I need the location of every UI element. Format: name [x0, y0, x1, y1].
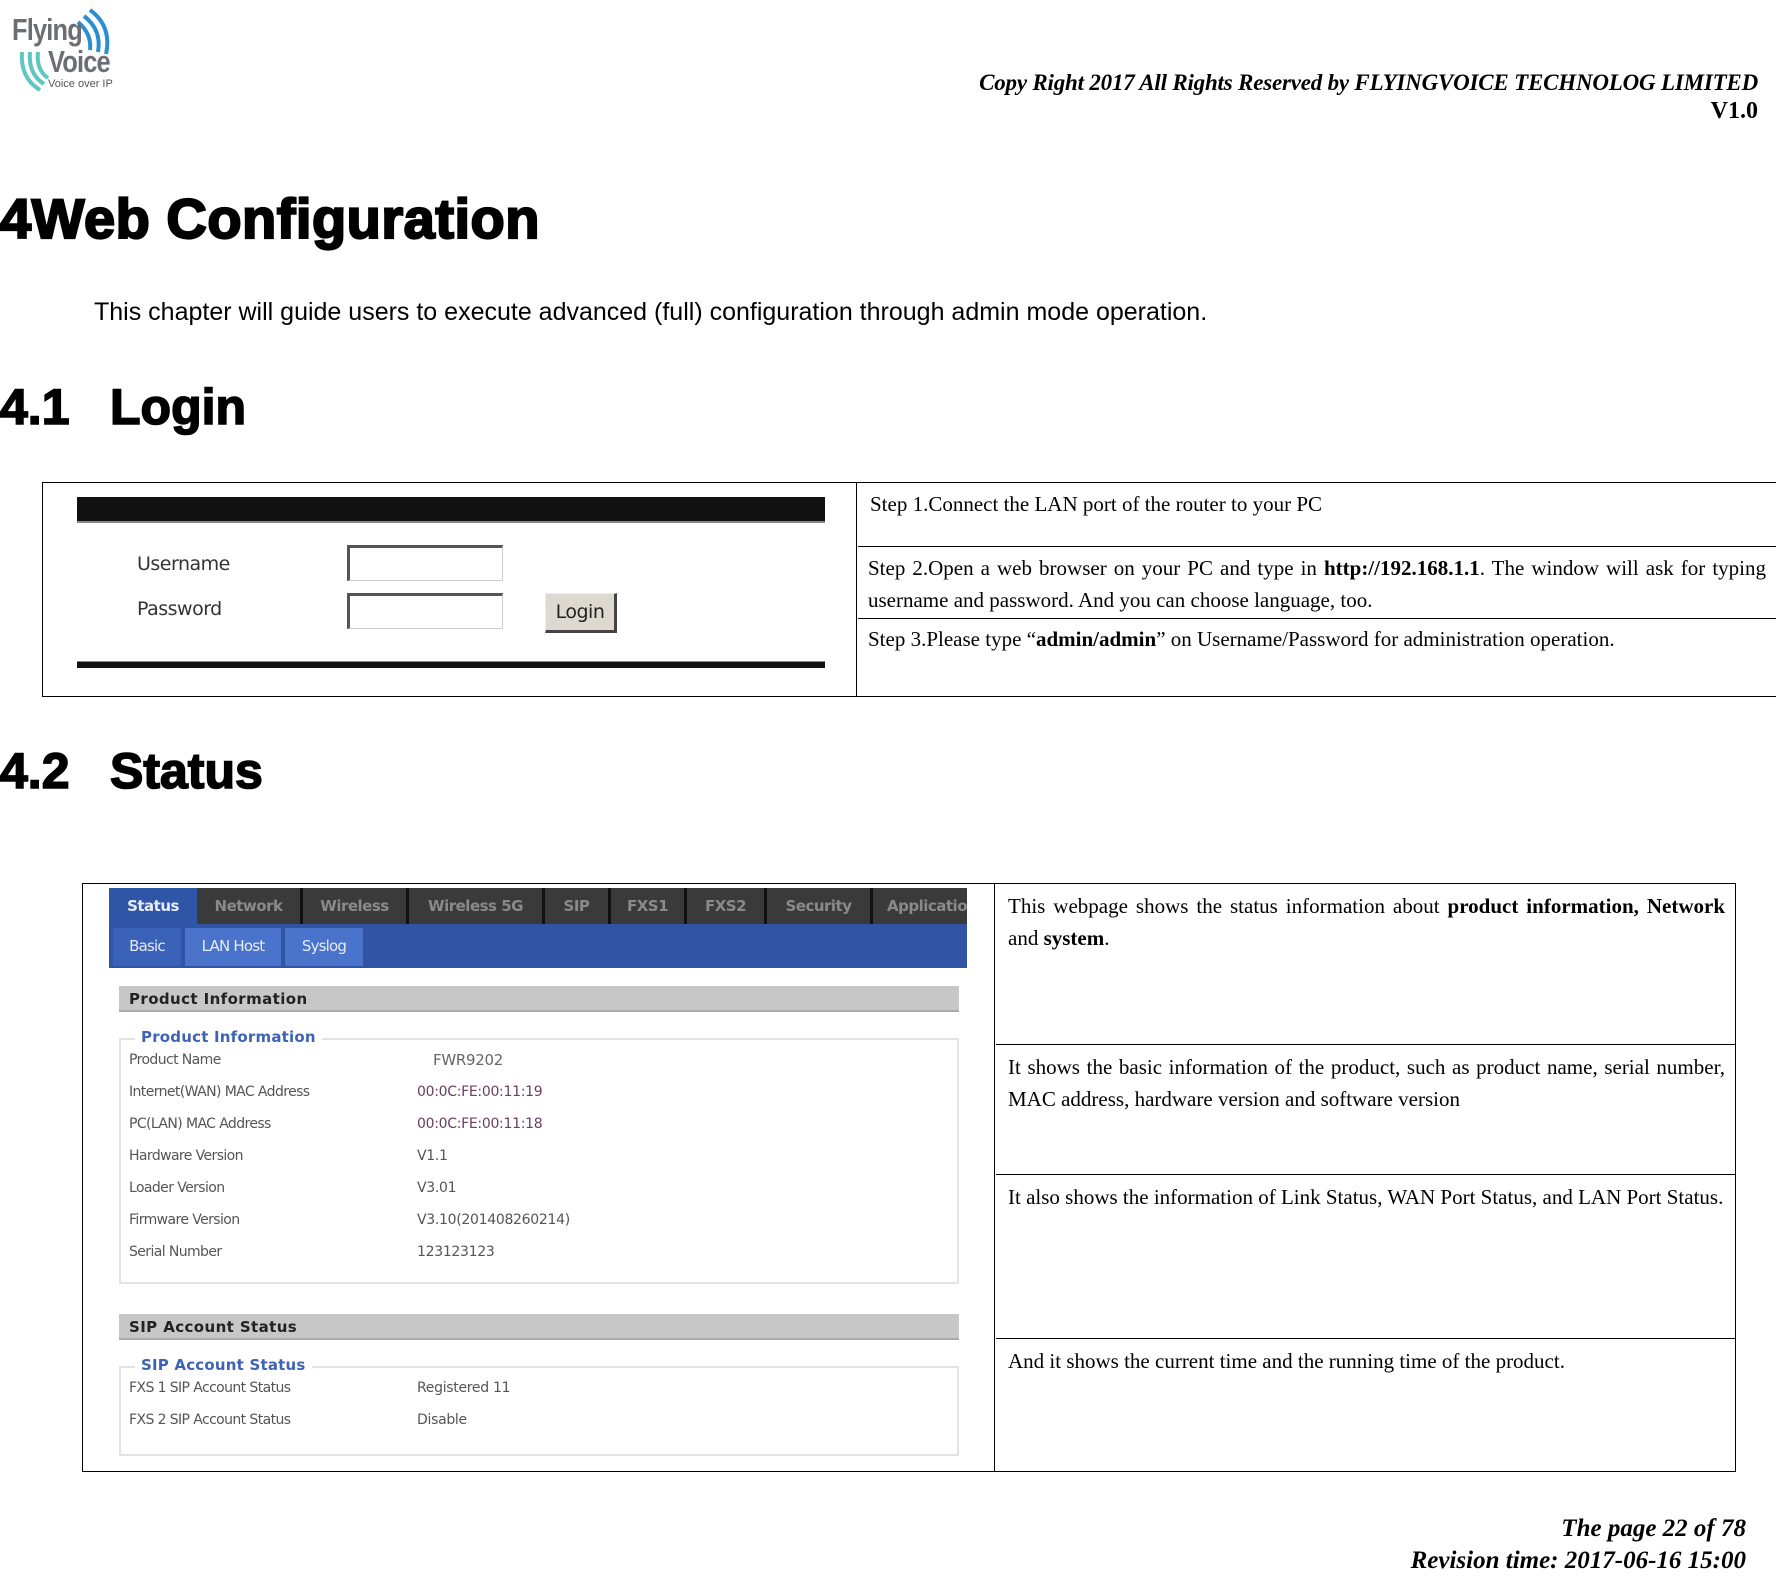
router-status-page — [109, 888, 967, 1468]
status-screenshot — [83, 884, 995, 1471]
product-name-value: FWR9202 — [433, 1051, 503, 1069]
flyingvoice-logo — [8, 4, 120, 92]
logo-text-voice: Voice — [48, 44, 110, 79]
description-time: And it shows the current time and the running time of the product. — [1008, 1349, 1565, 1373]
hardware-version-label: Hardware Version — [129, 1148, 243, 1164]
main-tab-bar — [109, 888, 967, 924]
step-3 — [858, 619, 1776, 696]
status-description-table — [82, 883, 1736, 1472]
tab-fxs2[interactable]: FXS2 — [687, 888, 767, 924]
sip-status-header: SIP Account Status — [119, 1314, 959, 1340]
subtab-basic[interactable]: Basic — [113, 928, 181, 966]
loader-version-label: Loader Version — [129, 1180, 225, 1196]
section-heading-status — [0, 742, 263, 800]
status-descriptions — [996, 884, 1735, 1471]
tab-security[interactable]: Security — [767, 888, 873, 924]
chapter-title: 4Web Configuration — [0, 187, 540, 250]
section-title: Status — [110, 743, 263, 799]
login-steps-table — [42, 482, 1776, 697]
tab-network[interactable]: Network — [197, 888, 303, 924]
description-text: . — [1104, 926, 1110, 950]
tab-status[interactable]: Status — [109, 888, 197, 924]
router-url: http://192.168.1.1 — [1323, 556, 1480, 580]
firmware-version-label: Firmware Version — [129, 1212, 240, 1228]
fxs1-sip-status-value: Registered 11 — [417, 1380, 511, 1396]
description-bold: product information, Network — [1447, 894, 1725, 918]
login-header-bar — [77, 497, 825, 523]
tab-wireless-5g[interactable]: Wireless 5G — [409, 888, 545, 924]
username-input[interactable] — [347, 545, 503, 581]
password-label: Password — [137, 598, 222, 620]
tab-application[interactable]: Applicatio — [873, 888, 967, 924]
section-number: 4.2 — [0, 743, 70, 799]
description-text: This webpage shows the status information about — [1008, 894, 1448, 918]
tab-sip[interactable]: SIP — [545, 888, 611, 924]
step-1: Step 1.Connect the LAN port of the router to your PC — [858, 483, 1776, 547]
step-2 — [858, 547, 1776, 619]
login-button[interactable]: Login — [545, 593, 617, 633]
serial-number-value: 123123123 — [417, 1244, 495, 1260]
fxs2-sip-status-label: FXS 2 SIP Account Status — [129, 1412, 291, 1428]
hardware-version-value: V1.1 — [417, 1148, 448, 1164]
username-label: Username — [137, 553, 230, 575]
description-link-status: It also shows the information of Link Status, WAN Port Status, and LAN Port Status. — [996, 1175, 1735, 1339]
description-text: and — [1008, 926, 1044, 950]
chapter-intro: This chapter will guide users to execute advanced (full) configuration through admin mode operation. — [94, 298, 1208, 326]
lan-mac-value: 00:0C:FE:00:11:18 — [417, 1116, 543, 1132]
product-info-fieldset — [119, 1028, 959, 1284]
revision-time: Revision time: 2017-06-16 15:00 — [1410, 1547, 1746, 1574]
firmware-version-value: V3.10(201408260214) — [417, 1212, 570, 1228]
product-name-label: Product Name — [129, 1052, 221, 1068]
sip-status-legend: SIP Account Status — [135, 1356, 312, 1374]
step-2-text-end: . The window will ask for typing username and password. And you can choose language, too. — [868, 556, 1766, 612]
subtab-syslog[interactable]: Syslog — [285, 928, 363, 966]
step-2-text: Step 2.Open a web browser on your PC and type in — [868, 556, 1324, 580]
tab-fxs1[interactable]: FXS1 — [611, 888, 687, 924]
default-credentials: admin/admin — [1035, 627, 1157, 651]
document-version: V1.0 — [1710, 98, 1758, 124]
section-title: Login — [110, 379, 247, 435]
tab-wireless[interactable]: Wireless — [303, 888, 409, 924]
step-3-text-end: ” on Username/Password for administration operation. — [1156, 627, 1615, 651]
password-input[interactable] — [347, 593, 503, 629]
description-bold: system — [1043, 926, 1105, 950]
wan-mac-label: Internet(WAN) MAC Address — [129, 1084, 310, 1100]
product-info-header: Product Information — [119, 986, 959, 1012]
product-info-legend: Product Information — [135, 1028, 322, 1046]
logo-tagline: Voice over IP — [48, 78, 113, 90]
copyright-notice: Copy Right 2017 All Rights Reserved by FLYINGVOICE TECHNOLOG LIMITED — [979, 70, 1758, 95]
login-steps — [858, 483, 1776, 696]
subtab-lan-host[interactable]: LAN Host — [185, 928, 281, 966]
wan-mac-value: 00:0C:FE:00:11:19 — [417, 1084, 543, 1100]
page-number: The page 22 of 78 — [1561, 1515, 1746, 1542]
fxs1-sip-status-label: FXS 1 SIP Account Status — [129, 1380, 291, 1396]
fxs2-sip-status-value: Disable — [417, 1412, 467, 1428]
sip-status-fieldset — [119, 1356, 959, 1456]
step-3-text: Step 3.Please type “ — [868, 627, 1036, 651]
loader-version-value: V3.01 — [417, 1180, 457, 1196]
description-product-info: It shows the basic information of the product, such as product name, serial number, MAC address, hardware version and software version — [996, 1045, 1735, 1175]
logo-text-flying: Flying — [12, 12, 82, 47]
section-heading-login — [0, 378, 246, 436]
login-footer-bar — [77, 661, 825, 668]
section-number: 4.1 — [0, 379, 70, 435]
sub-tab-bar — [109, 924, 967, 968]
login-screenshot — [43, 483, 857, 696]
serial-number-label: Serial Number — [129, 1244, 222, 1260]
lan-mac-label: PC(LAN) MAC Address — [129, 1116, 271, 1132]
description-overview — [996, 884, 1735, 1045]
